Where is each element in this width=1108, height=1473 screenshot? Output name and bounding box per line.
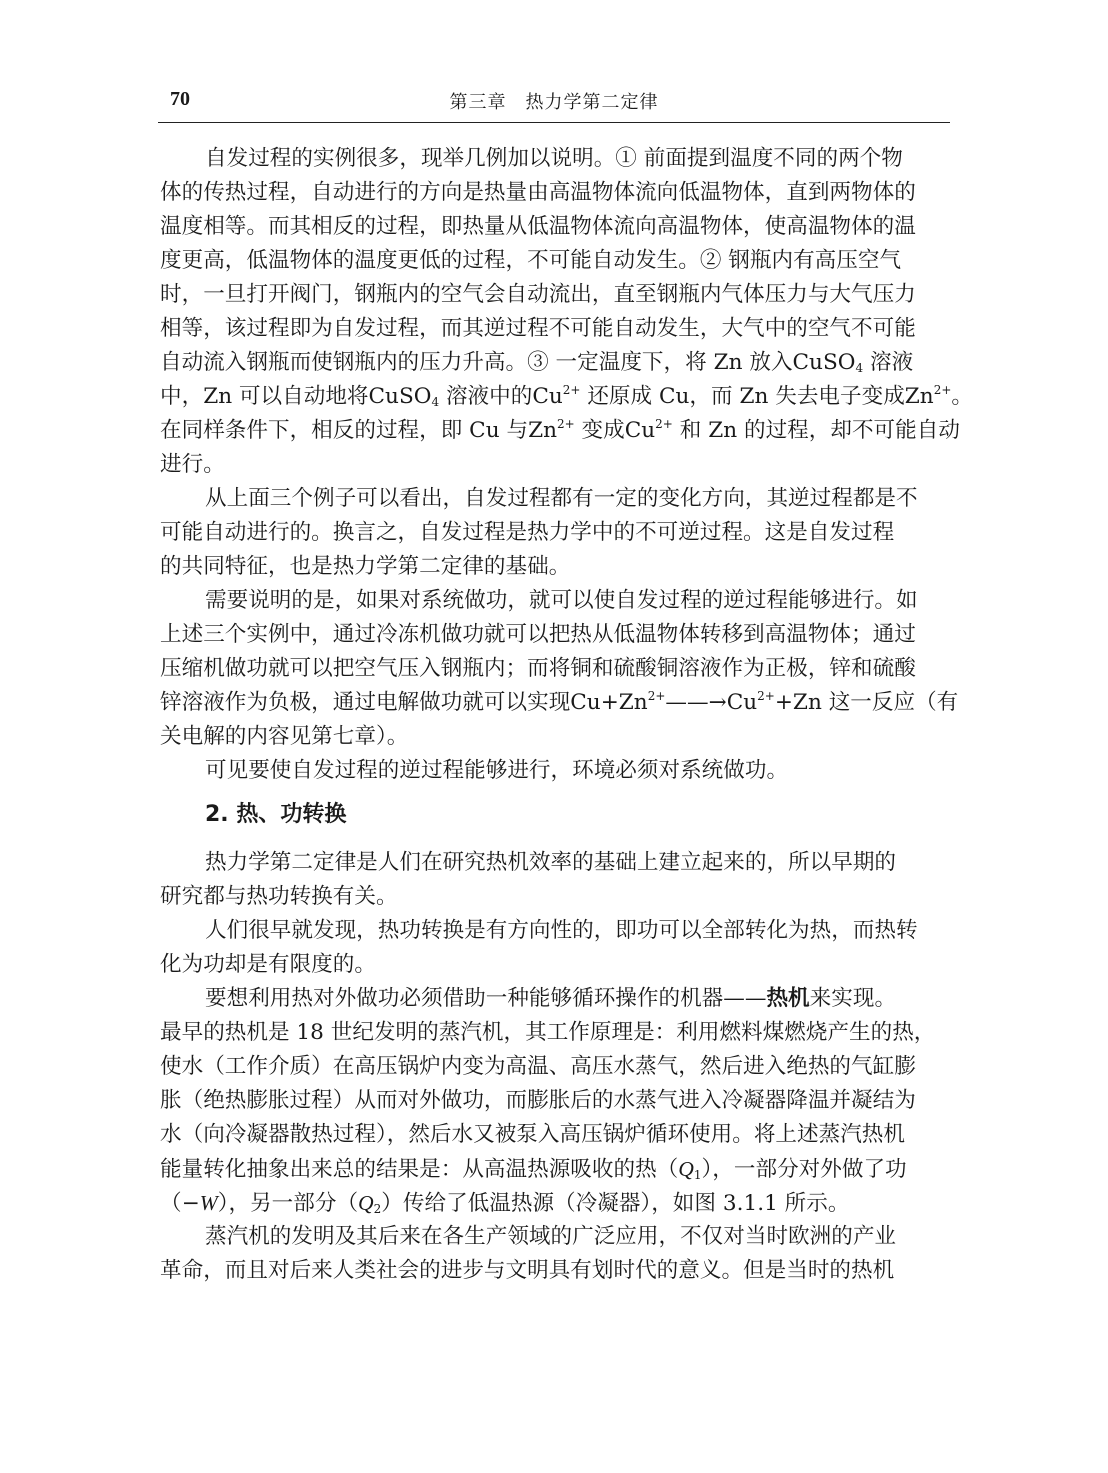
text-line: 关电解的内容见第七章）。 [160,724,409,749]
text-run: 溶液 [863,350,914,375]
text-run: 能量转化抽象出来总的结果是：从高温热源吸收的热（ [160,1157,679,1182]
page-number: 70 [170,88,190,110]
text-line: 温度相等。而其相反的过程，即热量从低温物体流向高温物体，使高温物体的温 [160,214,916,239]
paragraph-6 [160,914,950,982]
subscript: 1 [693,1168,702,1182]
paragraph-3 [160,584,959,754]
text-line: 使水（工作介质）在高压锅炉内变为高温、高压水蒸气，然后进入绝热的气缸膨 [160,1054,916,1079]
superscript: 2+ [933,383,952,397]
text-line [160,346,950,380]
text-run: 要想利用热对外做功必须借助一种能够循环操作的机器—— [205,986,767,1011]
paragraph-1 [160,142,974,482]
paragraph-8 [160,1220,950,1288]
subscript: 2 [373,1202,382,1216]
text-line: 度更高，低温物体的温度更低的过程，不可能自动发生。② 钢瓶内有高压空气 [160,248,902,273]
text-run: 在同样条件下，相反的过程，即 Cu 与Zn [160,418,557,443]
text-run: 来实现。 [809,986,897,1011]
section-heading: 2. 热、功转换 [205,802,347,827]
math-symbol: Q [358,1191,374,1215]
text-line: 体的传热过程，自动进行的方向是热量由高温物体流向低温物体，直到两物体的 [160,180,916,205]
text-line: 蒸汽机的发明及其后来在各生产领域的广泛应用，不仅对当时欧洲的产业 [205,1224,897,1249]
text-run: ），另一部分（ [217,1191,359,1216]
text-line: 时，一旦打开阀门，钢瓶内的空气会自动流出，直至钢瓶内气体压力与大气压力 [160,282,916,307]
text-line: 研究都与热功转换有关。 [160,884,398,909]
text-run: 锌溶液作为负极，通过电解做功就可以实现Cu+Zn [160,690,648,715]
text-line [160,1186,950,1220]
text-line [160,380,974,414]
paragraph-5 [160,846,950,914]
paragraph-4 [160,754,950,788]
text-line: 压缩机做功就可以把空气压入钢瓶内；而将铜和硫酸铜溶液作为正极，锌和硫酸 [160,656,916,681]
text-run: ——→Cu [665,690,758,715]
page-header [158,88,950,123]
text-run: 变成Cu [574,418,656,443]
text-run: ），一部分对外做了功 [701,1157,907,1182]
text-run: 溶液中的Cu [439,384,563,409]
text-run: （− [160,1191,200,1216]
text-line: 可能自动进行的。换言之，自发过程是热力学中的不可逆过程。这是自发过程 [160,520,895,545]
text-run: +Zn 这一反应（有 [774,690,959,715]
text-line: 人们很早就发现，热功转换是有方向性的，即功可以全部转化为热，而热转 [205,918,918,943]
running-head: 第三章 热力学第二定律 [449,92,659,113]
text-run: ）传给了低温热源（冷凝器），如图 3.1.1 所示。 [381,1191,850,1216]
page-body [160,142,974,1288]
math-symbol: W [199,1191,218,1215]
subscript: 4 [431,395,440,409]
text-run: 。 [951,384,974,409]
text-line: 需要说明的是，如果对系统做功，就可以使自发过程的逆过程能够进行。如 [205,588,918,613]
text-line: 热力学第二定律是人们在研究热机效率的基础上建立起来的，所以早期的 [205,850,897,875]
text-run: 还原成 Cu，而 Zn 失去电子变成Zn [580,384,934,409]
text-line [160,982,950,1016]
text-run: 中，Zn 可以自动地将CuSO [160,384,432,409]
text-line [160,1152,950,1186]
superscript: 2+ [562,383,581,397]
text-line: 进行。 [160,452,225,477]
text-line: 上述三个实例中，通过冷冻机做功就可以把热从低温物体转移到高温物体；通过 [160,622,916,647]
text-line: 可见要使自发过程的逆过程能够进行，环境必须对系统做功。 [205,758,789,783]
superscript: 2+ [556,417,575,431]
text-line [160,414,960,448]
text-line [160,686,959,720]
paragraph-7 [160,982,950,1220]
text-line: 化为功却是有限度的。 [160,952,376,977]
subscript: 4 [855,361,864,375]
text-run: 和 Zn 的过程，却不可能自动 [672,418,960,443]
text-line: 从上面三个例子可以看出，自发过程都有一定的变化方向，其逆过程都是不 [205,486,918,511]
superscript: 2+ [757,689,775,703]
text-line: 革命，而且对后来人类社会的进步与文明具有划时代的意义。但是当时的热机 [160,1258,895,1283]
text-line: 自发过程的实例很多，现举几例加以说明。① 前面提到温度不同的两个物 [205,146,903,171]
text-line: 相等，该过程即为自发过程，而其逆过程不可能自动发生，大气中的空气不可能 [160,316,916,341]
bold-term: 热机 [766,986,810,1011]
text-line: 最早的热机是 18 世纪发明的蒸汽机，其工作原理是：利用燃料煤燃烧产生的热， [160,1020,936,1045]
text-line: 胀（绝热膨胀过程）从而对外做功，而膨胀后的水蒸气进入冷凝器降温并凝结为 [160,1088,916,1113]
superscript: 2+ [647,689,666,703]
text-run: 自动流入钢瓶而使钢瓶内的压力升高。③ 一定温度下，将 Zn 放入CuSO [160,350,856,375]
text-line: 的共同特征，也是热力学第二定律的基础。 [160,554,571,579]
text-line: 水（向冷凝器散热过程），然后水又被泵入高压锅炉循环使用。将上述蒸汽热机 [160,1122,905,1147]
superscript: 2+ [655,417,673,431]
math-symbol: Q [678,1157,694,1181]
paragraph-2 [160,482,950,584]
